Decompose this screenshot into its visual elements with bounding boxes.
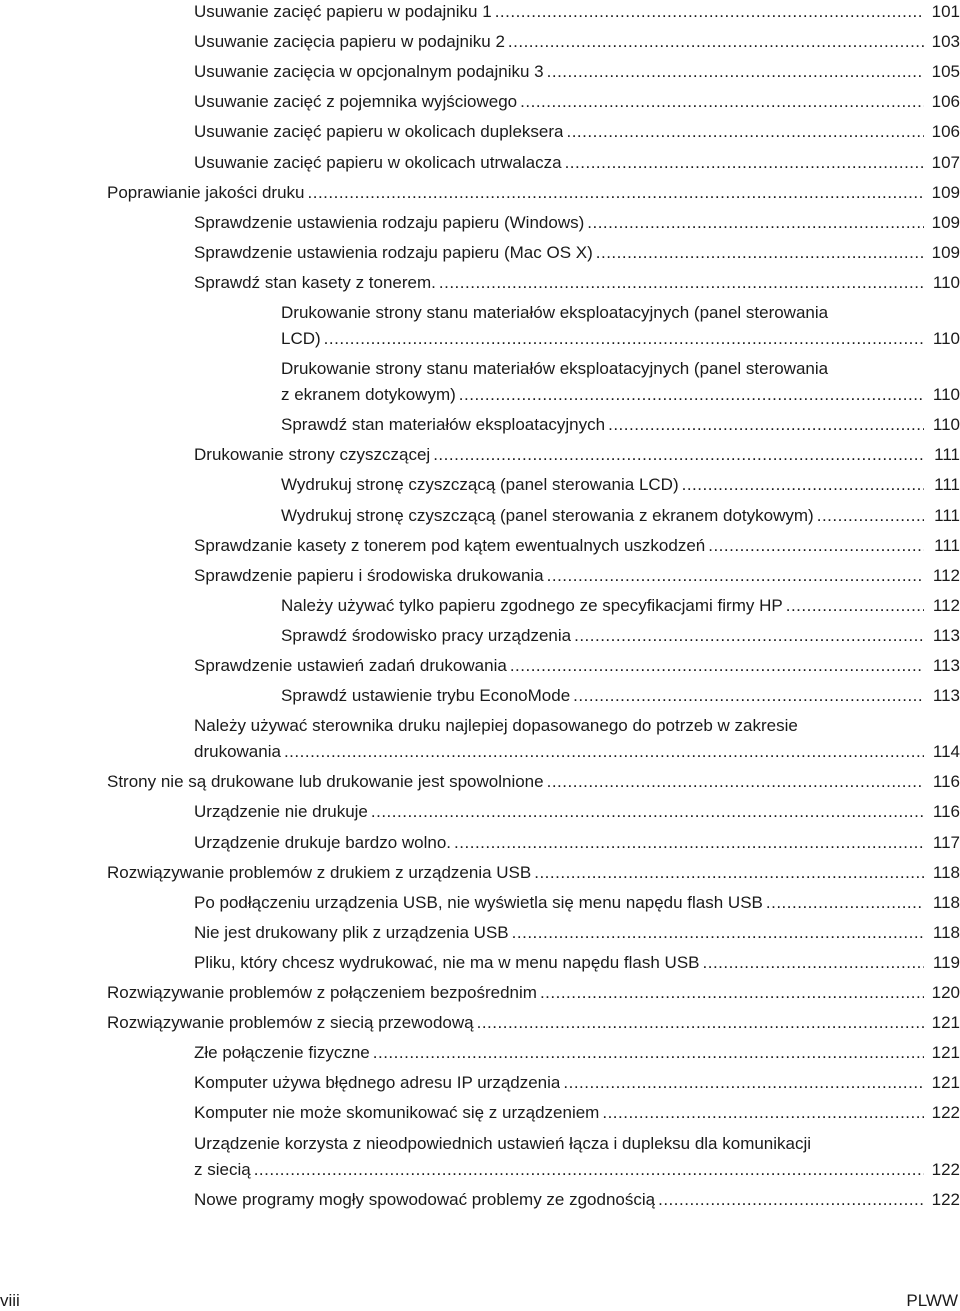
toc-entry[interactable] (0, 443, 960, 473)
toc-entry-title: Usuwanie zacięć z pojemnika wyjściowego (194, 92, 518, 112)
dot-leader (602, 1101, 924, 1125)
toc-entry-page: 112 (932, 595, 960, 615)
toc-entry[interactable] (0, 241, 960, 271)
dot-leader (682, 473, 924, 497)
dot-leader (658, 1188, 924, 1212)
toc-entry-title: Sprawdzenie ustawienia rodzaju papieru (Windows) (194, 212, 585, 232)
dot-leader (766, 891, 924, 915)
toc-entry[interactable] (0, 151, 960, 181)
toc-entry-page: 110 (932, 272, 960, 292)
toc-entry-line (194, 120, 960, 144)
dot-leader (565, 151, 924, 175)
toc-entry[interactable] (0, 951, 960, 981)
toc-entry[interactable] (0, 357, 960, 405)
toc-entry[interactable] (0, 594, 960, 624)
toc-entry-page: 117 (932, 832, 960, 852)
dot-leader (566, 120, 924, 144)
dot-leader (540, 981, 924, 1005)
toc-entry[interactable] (0, 413, 960, 443)
toc-entry[interactable] (0, 861, 960, 891)
toc-entry-page: 110 (932, 329, 960, 348)
toc-entry-title: Sprawdź ustawienie trybu EconoMode (281, 686, 571, 706)
toc-entry-line (281, 473, 960, 497)
toc-entry-page: 121 (931, 1073, 960, 1093)
toc-entry[interactable] (0, 1011, 960, 1041)
toc-entry-title: Po podłączeniu urządzenia USB, nie wyświetla się menu napędu flash USB (194, 892, 763, 912)
toc-entry-line (194, 800, 960, 824)
toc-entry-page: 106 (931, 92, 960, 112)
toc-entry-line (194, 740, 960, 764)
toc-entry[interactable] (0, 770, 960, 800)
toc-entry-line (194, 90, 960, 114)
toc-entry-line (194, 921, 960, 945)
dot-leader (508, 30, 924, 54)
dot-leader (547, 770, 924, 794)
toc-entry-title: Nowe programy mogły spowodować problemy ze zgodnością (194, 1189, 656, 1209)
toc-entry-page: 119 (932, 952, 960, 972)
toc-entry-line (194, 654, 960, 678)
toc-entry-line (194, 0, 960, 24)
toc-entry-line (194, 1188, 960, 1212)
toc-entry[interactable] (0, 1132, 960, 1179)
toc-entry-title: Nie jest drukowany plik z urządzenia USB (194, 922, 509, 942)
toc-entry-line (194, 1041, 960, 1065)
toc-entry[interactable] (0, 211, 960, 241)
toc-entry-title: Sprawdzenie ustawień zadań drukowania (194, 656, 507, 675)
toc-entry-title: Wydrukuj stronę czyszczącą (panel sterowania LCD) (281, 475, 679, 495)
toc-entry-line (107, 1011, 960, 1035)
toc-entry[interactable] (0, 921, 960, 951)
toc-entry[interactable] (0, 654, 960, 684)
toc-entry-title: Strony nie są drukowane lub drukowanie jest spowolnione (107, 772, 544, 792)
dot-leader (477, 1011, 924, 1035)
page-number: viii (0, 1291, 20, 1310)
toc-entry-page: 113 (932, 625, 960, 645)
dot-leader (324, 327, 924, 351)
toc-entry-line (194, 891, 960, 915)
toc-entry-title: LCD) (281, 329, 321, 348)
toc-entry-title: z ekranem dotykowym) (281, 385, 456, 405)
dot-leader (547, 564, 924, 588)
toc-entry-page: 109 (931, 212, 960, 232)
toc-entry-page: 121 (931, 1013, 960, 1033)
toc-entry-page: 118 (932, 892, 960, 912)
toc-entry[interactable] (0, 120, 960, 150)
toc-entry[interactable] (0, 90, 960, 120)
toc-entry[interactable] (0, 181, 960, 211)
toc-entry-line (194, 831, 960, 855)
toc-entry-line (194, 443, 960, 467)
toc-entry-line (194, 60, 960, 84)
dot-leader (703, 951, 924, 975)
toc-entry-line (194, 241, 960, 265)
toc-entry-line (194, 211, 960, 235)
toc-entry-line (107, 981, 960, 1005)
dot-leader (308, 181, 925, 205)
toc-entry-line (281, 504, 960, 528)
toc-entry-page: 116 (932, 802, 960, 822)
toc-entry-page: 107 (931, 152, 960, 172)
toc-entry-line (194, 271, 960, 295)
toc-entry[interactable] (0, 1188, 960, 1218)
toc-entry[interactable] (0, 1071, 960, 1101)
toc-entry-title-line1: Należy używać sterownika druku najlepiej dopasowanego do potrzeb w zakresie (194, 716, 798, 736)
toc-entry[interactable] (0, 1041, 960, 1071)
toc-entry-title-line1: Urządzenie korzysta z nieodpowiednich ustawień łącza i dupleksu dla komunikacji (194, 1133, 812, 1153)
toc-entry-page: 116 (932, 772, 960, 792)
toc-entry[interactable] (0, 624, 960, 654)
toc-entry-title: drukowania (194, 742, 281, 762)
toc-entry-page: 120 (931, 983, 960, 1002)
toc-entry-title: Należy używać tylko papieru zgodnego ze specyfikacjami firmy HP (281, 595, 783, 615)
toc-entry-line (107, 181, 960, 205)
toc-entry-title: Usuwanie zacięcia w opcjonalnym podajniku 3 (194, 62, 544, 82)
toc-entry-page: 121 (931, 1043, 960, 1063)
dot-leader (563, 1071, 924, 1095)
toc-entry[interactable] (0, 504, 960, 534)
toc-entry-page: 114 (932, 742, 960, 762)
toc-entry[interactable] (0, 271, 960, 301)
dot-leader (786, 594, 924, 618)
dot-leader (817, 504, 924, 528)
dot-leader (495, 0, 924, 24)
dot-leader (373, 1041, 924, 1065)
toc-entry-line (281, 624, 960, 648)
toc-entry[interactable] (0, 564, 960, 594)
dot-leader (459, 383, 924, 407)
toc-entry-page: 118 (932, 922, 960, 942)
toc-entry-page: 101 (931, 2, 960, 21)
toc-entry-title: Sprawdź środowisko pracy urządzenia (281, 625, 572, 645)
toc-entry-title: Usuwanie zacięć papieru w okolicach dupleksera (194, 122, 564, 142)
toc-entry-page: 111 (934, 475, 960, 495)
toc-entry-title: Sprawdzenie papieru i środowiska drukowania (194, 565, 544, 585)
toc-entry-page: 113 (932, 686, 960, 706)
toc-entry[interactable] (0, 1101, 960, 1131)
toc-entry-title-line1: Drukowanie strony stanu materiałów eksploatacyjnych (panel sterowania (281, 359, 829, 379)
dot-leader (547, 60, 924, 84)
toc-entry-line (194, 30, 960, 54)
toc-entry-page: 118 (932, 862, 960, 882)
dot-leader (708, 534, 924, 558)
toc-entry-title: Urządzenie nie drukuje (194, 802, 368, 822)
toc-entry-line (281, 383, 960, 407)
toc-entry-title: Komputer nie może skomunikować się z urządzeniem (194, 1103, 600, 1123)
toc-entry-title: Sprawdzenie ustawienia rodzaju papieru (Mac OS X) (194, 242, 593, 262)
toc-entry-line (194, 151, 960, 175)
toc-entry-line (194, 951, 960, 975)
toc-entry-page: 103 (931, 32, 960, 52)
dot-leader (510, 654, 924, 678)
dot-leader (371, 800, 924, 824)
toc-entry-title: Usuwanie zacięć papieru w okolicach utrwalacza (194, 152, 562, 172)
toc-entry[interactable] (0, 0, 960, 30)
dot-leader (587, 211, 924, 235)
dot-leader (439, 271, 924, 295)
toc-entry-line (194, 1101, 960, 1125)
toc-entry-title: Sprawdzanie kasety z tonerem pod kątem ewentualnych uszkodzeń (194, 535, 706, 555)
toc-entry[interactable] (0, 30, 960, 60)
dot-leader (254, 1158, 924, 1182)
toc-entry-title: z siecią (194, 1159, 251, 1179)
toc-entry-title: Pliku, który chcesz wydrukować, nie ma w menu napędu flash USB (194, 952, 700, 972)
dot-leader (534, 861, 924, 885)
toc-entry[interactable] (0, 684, 960, 714)
toc-entry-page: 110 (932, 385, 960, 405)
toc-entry-line (281, 413, 960, 437)
toc-entry-line (194, 534, 960, 558)
toc-entry-line (107, 770, 960, 794)
dot-leader (596, 241, 924, 265)
toc-entry-title-line1: Drukowanie strony stanu materiałów eksploatacyjnych (panel sterowania (281, 303, 829, 322)
toc-entry[interactable] (0, 831, 960, 861)
dot-leader (284, 740, 924, 764)
document-code: PLWW (906, 1291, 958, 1310)
toc-entry-page: 110 (932, 415, 960, 435)
toc-entry-page: 106 (931, 122, 960, 142)
toc-entry[interactable] (0, 800, 960, 830)
toc-entry-page: 111 (934, 535, 960, 555)
dot-leader (433, 443, 924, 467)
toc-entry-title: Poprawianie jakości druku (107, 182, 305, 202)
dot-leader (454, 831, 924, 855)
toc-entry-title: Urządzenie drukuje bardzo wolno. (194, 832, 452, 852)
dot-leader (608, 413, 924, 437)
toc-entry-page: 113 (932, 656, 960, 675)
toc-entry-title: Sprawdź stan materiałów eksploatacyjnych (281, 415, 606, 435)
toc-entry-line (281, 684, 960, 708)
toc-entry-title: Usuwanie zacięcia papieru w podajniku 2 (194, 32, 505, 52)
toc-entry-page: 122 (931, 1103, 960, 1123)
toc-entry-title: Usuwanie zacięć papieru w podajniku 1 (194, 2, 492, 21)
toc-entry-line (194, 1071, 960, 1095)
toc-entry-title: Rozwiązywanie problemów z siecią przewodową (107, 1013, 474, 1033)
toc-entry-title: Drukowanie strony czyszczącej (194, 445, 431, 465)
toc-entry-line (194, 564, 960, 588)
toc-entry-line (281, 594, 960, 618)
toc-entry[interactable] (0, 981, 960, 1011)
toc-entry-page: 111 (934, 505, 960, 525)
toc-entry-line (107, 861, 960, 885)
toc-entry-line (194, 1158, 960, 1182)
toc-entry[interactable] (0, 473, 960, 503)
toc-entry-line (281, 327, 960, 351)
toc-entry-page: 109 (931, 182, 960, 202)
dot-leader (573, 684, 924, 708)
toc-entry-page: 122 (931, 1159, 960, 1179)
toc-entry-title: Sprawdź stan kasety z tonerem. (194, 272, 436, 292)
toc-entry-title: Rozwiązywanie problemów z połączeniem bezpośrednim (107, 983, 537, 1002)
toc-entry-title: Złe połączenie fizyczne (194, 1043, 370, 1063)
toc-entry-page: 122 (931, 1189, 960, 1209)
toc-entry[interactable] (0, 891, 960, 921)
toc-entry-page: 109 (931, 242, 960, 262)
dot-leader (520, 90, 924, 114)
toc-entry[interactable] (0, 714, 960, 762)
toc-entry-title: Rozwiązywanie problemów z drukiem z urządzenia USB (107, 862, 532, 882)
toc-entry[interactable] (0, 301, 960, 348)
toc-entry[interactable] (0, 534, 960, 564)
toc-entry[interactable] (0, 60, 960, 90)
toc-entry-title: Wydrukuj stronę czyszczącą (panel sterowania z ekranem dotykowym) (281, 505, 814, 525)
dot-leader (512, 921, 924, 945)
toc-entry-page: 111 (934, 445, 960, 465)
toc-entry-page: 112 (932, 565, 960, 585)
toc-entry-page: 105 (931, 62, 960, 82)
dot-leader (574, 624, 924, 648)
toc-entry-title: Komputer używa błędnego adresu IP urządzenia (194, 1073, 561, 1093)
